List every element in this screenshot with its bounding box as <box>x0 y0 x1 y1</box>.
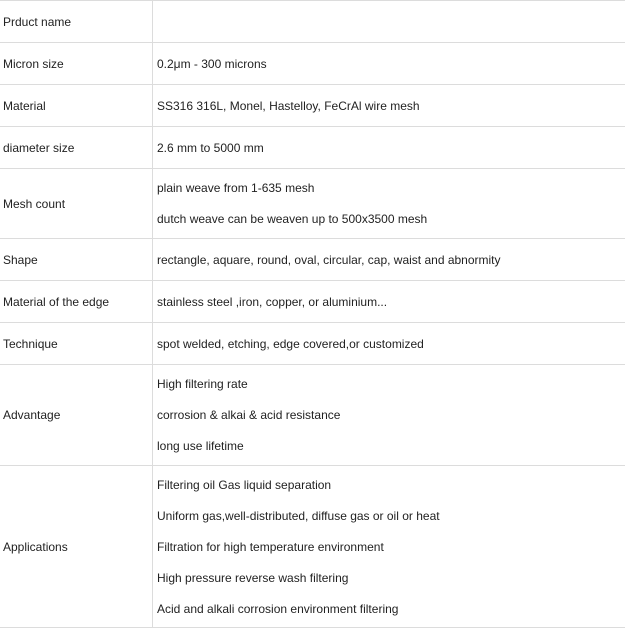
value-line: High pressure reverse wash filtering <box>157 570 349 585</box>
value-line: 2.6 mm to 5000 mm <box>157 140 264 155</box>
row-label: Technique <box>0 323 153 365</box>
value-line: Acid and alkali corrosion environment filtering <box>157 601 399 616</box>
value-line: stainless steel ,iron, copper, or aluminium... <box>157 294 388 309</box>
value-line: High filtering rate <box>157 377 248 391</box>
row-value <box>153 1 625 43</box>
row-value <box>153 365 625 466</box>
value-line: spot welded, etching, edge covered,or customized <box>157 336 424 351</box>
table-row <box>0 365 625 466</box>
value-line: Uniform gas,well-distributed, diffuse gas or oil or heat <box>157 508 440 523</box>
table-row <box>0 127 625 169</box>
table-row <box>0 169 625 239</box>
row-label: Prduct name <box>0 1 153 43</box>
row-value <box>153 85 625 127</box>
table-row <box>0 85 625 127</box>
value-line: Filtering oil Gas liquid separation <box>157 477 332 492</box>
row-value <box>153 127 625 169</box>
value-line: Filtration for high temperature environment <box>157 539 384 554</box>
value-line: long use lifetime <box>157 439 244 453</box>
value-line: plain weave from 1-635 mesh <box>157 181 315 195</box>
row-label: Micron size <box>0 43 153 85</box>
table-row <box>0 239 625 281</box>
row-label: Shape <box>0 239 153 281</box>
row-label: Material of the edge <box>0 281 153 323</box>
row-value <box>153 323 625 365</box>
value-line: rectangle, aquare, round, oval, circular, cap, waist and abnormity <box>157 252 501 267</box>
row-value <box>153 466 625 628</box>
value-line: dutch weave can be weaven up to 500x3500 mesh <box>157 212 428 226</box>
table-row <box>0 323 625 365</box>
row-value <box>153 281 625 323</box>
value-line: SS316 316L, Monel, Hastelloy, FeCrAl wire mesh <box>157 98 420 113</box>
table-row <box>0 466 625 628</box>
row-label: Advantage <box>0 365 153 466</box>
table-row <box>0 281 625 323</box>
value-line: corrosion & alkai & acid resistance <box>157 408 341 422</box>
row-value <box>153 239 625 281</box>
row-label: Mesh count <box>0 169 153 239</box>
table-row <box>0 1 625 43</box>
value-line: 0.2μm - 300 microns <box>157 56 267 71</box>
row-value <box>153 169 625 239</box>
row-label: Applications <box>0 466 153 628</box>
row-label: diameter size <box>0 127 153 169</box>
table-row <box>0 43 625 85</box>
row-value <box>153 43 625 85</box>
row-label: Material <box>0 85 153 127</box>
